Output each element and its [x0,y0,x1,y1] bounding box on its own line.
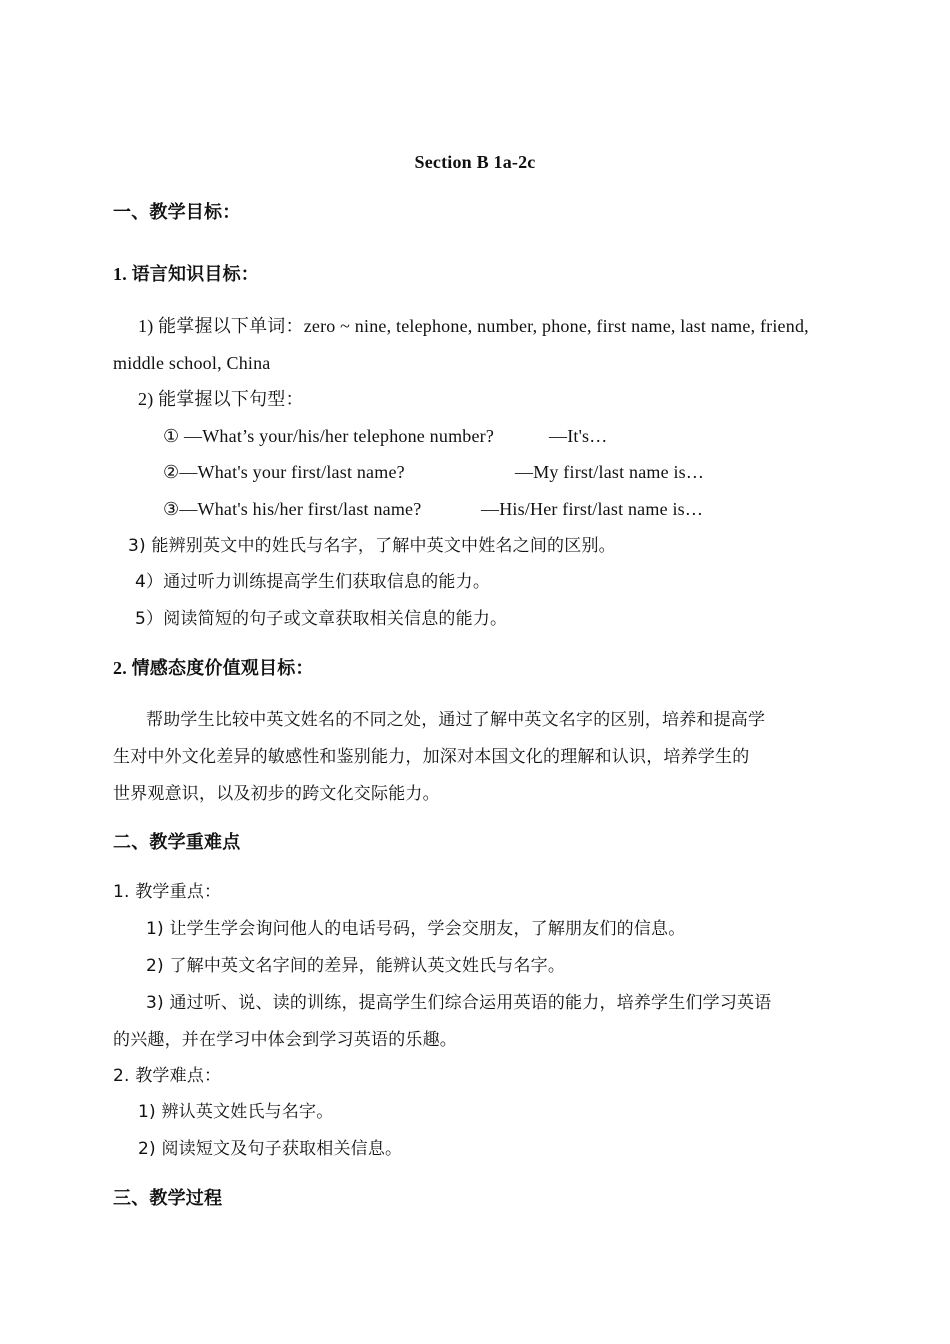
pattern3-question: ③—What's his/her first/last name? [163,499,422,519]
distinguish-names-item: 3) 能辨别英文中的姓氏与名字，了解中英文中姓名之间的区别。 [128,536,616,556]
section2-sub1-heading: 1. 教学重点： [113,882,222,902]
pattern2-answer: —My first/last name is… [515,462,705,482]
attitude-paragraph-line3: 世界观意识，以及初步的跨文化交际能力。 [113,784,440,804]
section1-sub1-heading: 1. 语言知识目标： [113,264,259,284]
reading-item: 5）阅读简短的句子或文章获取相关信息的能力。 [135,609,508,629]
listening-training-item: 4）通过听力训练提高学生们获取信息的能力。 [135,572,491,592]
pattern1-answer: —It's… [549,426,608,446]
difficult-point-item2: 2) 阅读短文及句子获取相关信息。 [138,1139,403,1159]
vocab-item-line1: 1) 能掌握以下单词：zero ~ nine, telephone, number, phone, first name, last name, friend, [138,316,809,336]
sentence-pattern-item: 2) 能掌握以下句型： [138,389,304,409]
key-point-item1: 1) 让学生学会询问他人的电话号码，学会交朋友，了解朋友们的信息。 [146,919,686,939]
difficult-point-item1: 1) 辨认英文姓氏与名字。 [138,1102,334,1122]
section2-sub2-heading: 2. 教学难点： [113,1066,222,1086]
document-title: Section B 1a-2c [414,152,536,172]
section1-sub2-heading: 2. 情感态度价值观目标： [113,658,314,678]
vocab-item-line2: middle school, China [113,353,271,373]
key-point-item3-line1: 3) 通过听、说、读的训练，提高学生们综合运用英语的能力，培养学生们学习英语 [146,993,772,1013]
section2-heading: 二、教学重难点 [113,832,241,852]
pattern3-answer: —His/Her first/last name is… [481,499,704,519]
pattern1-question: ① —What’s your/his/her telephone number? [163,426,495,446]
attitude-paragraph-line1: 帮助学生比较中英文姓名的不同之处，通过了解中英文名字的区别，培养和提高学 [146,710,766,730]
pattern2-question: ②—What's your first/last name? [163,462,405,482]
key-point-item3-line2: 的兴趣，并在学习中体会到学习英语的乐趣。 [113,1030,457,1050]
attitude-paragraph-line2: 生对中外文化差异的敏感性和鉴别能力，加深对本国文化的理解和认识，培养学生的 [113,747,750,767]
section3-heading: 三、教学过程 [113,1188,223,1208]
section1-heading: 一、教学目标： [113,202,241,222]
key-point-item2: 2) 了解中英文名字间的差异，能辨认英文姓氏与名字。 [146,956,566,976]
